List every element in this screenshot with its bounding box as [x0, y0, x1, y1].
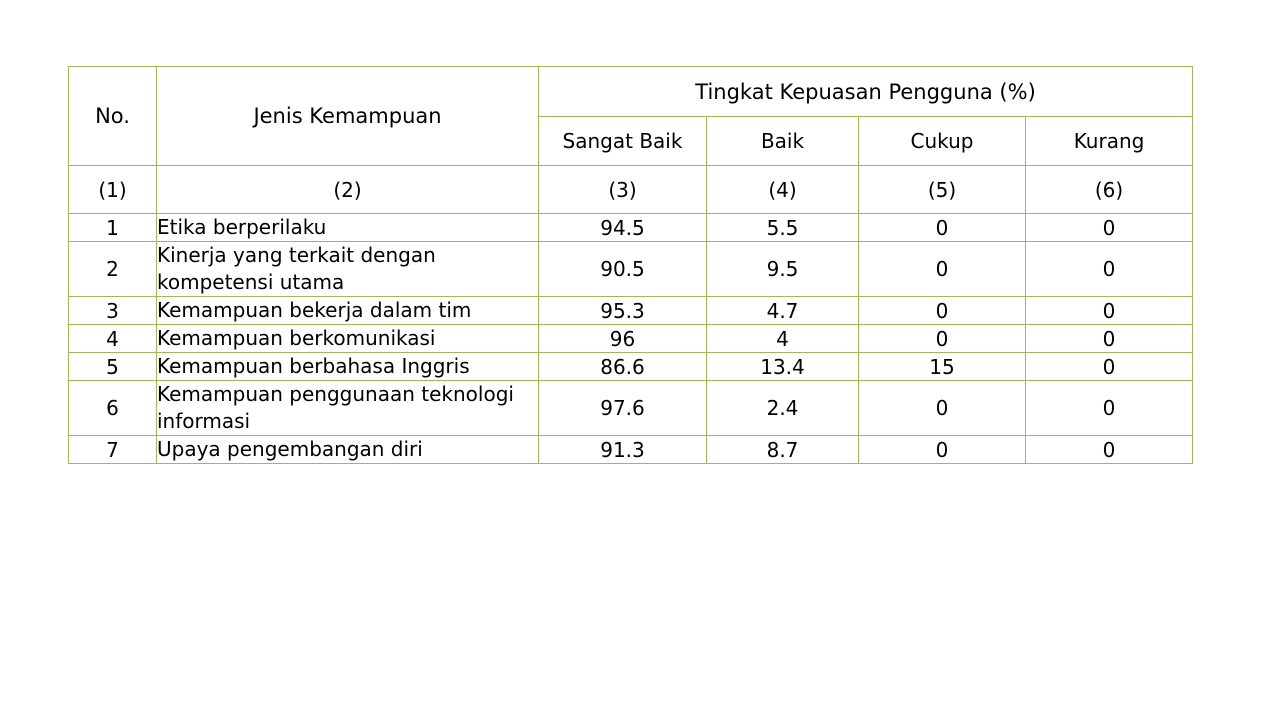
row-baik: 9.5: [707, 242, 859, 297]
header-cukup: Cukup: [859, 117, 1026, 166]
row-number: 3: [69, 297, 157, 325]
header-kurang: Kurang: [1026, 117, 1193, 166]
column-number-4: (4): [707, 166, 859, 214]
table-header: [69, 67, 1193, 214]
column-number-5: (5): [859, 166, 1026, 214]
row-cukup: 0: [859, 325, 1026, 353]
table-row: [69, 436, 1193, 464]
header-row-numbering: [69, 166, 1193, 214]
row-number: 1: [69, 214, 157, 242]
table-row: [69, 381, 1193, 436]
row-jenis-kemampuan: Kemampuan penggunaan teknologi informasi: [157, 381, 539, 436]
row-sangat-baik: 90.5: [539, 242, 707, 297]
header-sangat-baik: Sangat Baik: [539, 117, 707, 166]
header-row-main: [69, 67, 1193, 117]
row-cukup: 0: [859, 381, 1026, 436]
row-baik: 13.4: [707, 353, 859, 381]
row-number: 4: [69, 325, 157, 353]
row-kurang: 0: [1026, 381, 1193, 436]
table-row: [69, 297, 1193, 325]
row-number: 5: [69, 353, 157, 381]
row-kurang: 0: [1026, 214, 1193, 242]
row-kurang: 0: [1026, 353, 1193, 381]
table-row: [69, 353, 1193, 381]
header-tingkat-kepuasan-group: Tingkat Kepuasan Pengguna (%): [539, 67, 1193, 117]
row-baik: 4.7: [707, 297, 859, 325]
row-number: 2: [69, 242, 157, 297]
row-number: 6: [69, 381, 157, 436]
user-satisfaction-table: [68, 66, 1193, 464]
row-jenis-kemampuan: Kinerja yang terkait dengan kompetensi utama: [157, 242, 539, 297]
column-number-2: (2): [157, 166, 539, 214]
row-jenis-kemampuan: Kemampuan bekerja dalam tim: [157, 297, 539, 325]
row-baik: 8.7: [707, 436, 859, 464]
row-sangat-baik: 95.3: [539, 297, 707, 325]
table-row: [69, 325, 1193, 353]
row-cukup: 0: [859, 214, 1026, 242]
row-jenis-kemampuan: Kemampuan berbahasa Inggris: [157, 353, 539, 381]
table-row: [69, 214, 1193, 242]
row-kurang: 0: [1026, 297, 1193, 325]
row-sangat-baik: 94.5: [539, 214, 707, 242]
row-jenis-kemampuan: Upaya pengembangan diri: [157, 436, 539, 464]
row-sangat-baik: 97.6: [539, 381, 707, 436]
header-no: No.: [69, 67, 157, 166]
row-sangat-baik: 91.3: [539, 436, 707, 464]
row-cukup: 0: [859, 242, 1026, 297]
row-cukup: 0: [859, 297, 1026, 325]
row-number: 7: [69, 436, 157, 464]
row-kurang: 0: [1026, 436, 1193, 464]
row-kurang: 0: [1026, 325, 1193, 353]
column-number-6: (6): [1026, 166, 1193, 214]
header-jenis-kemampuan: Jenis Kemampuan: [157, 67, 539, 166]
row-cukup: 0: [859, 436, 1026, 464]
column-number-3: (3): [539, 166, 707, 214]
row-baik: 5.5: [707, 214, 859, 242]
row-jenis-kemampuan: Kemampuan berkomunikasi: [157, 325, 539, 353]
column-number-1: (1): [69, 166, 157, 214]
row-cukup: 15: [859, 353, 1026, 381]
row-kurang: 0: [1026, 242, 1193, 297]
table-body: [69, 214, 1193, 464]
satisfaction-table-container: [68, 66, 1192, 464]
table-row: [69, 242, 1193, 297]
row-jenis-kemampuan: Etika berperilaku: [157, 214, 539, 242]
header-baik: Baik: [707, 117, 859, 166]
row-sangat-baik: 86.6: [539, 353, 707, 381]
row-baik: 2.4: [707, 381, 859, 436]
row-baik: 4: [707, 325, 859, 353]
row-sangat-baik: 96: [539, 325, 707, 353]
